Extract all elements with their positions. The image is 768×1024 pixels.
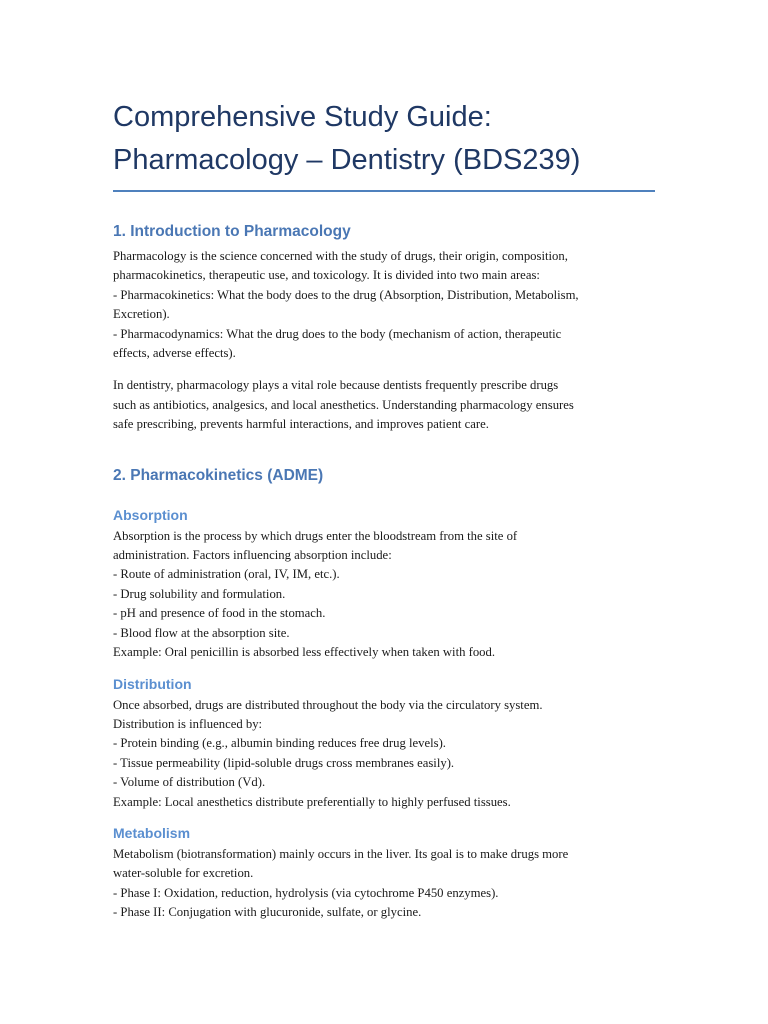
document-title — [113, 96, 655, 182]
text-line: Distribution is influenced by: — [113, 716, 263, 731]
list-item: - pH and presence of food in the stomach. — [113, 606, 326, 621]
text-line: Pharmacology is the science concerned with the study of drugs, their origin, composition, — [113, 249, 568, 263]
list-item: - Tissue permeability (lipid-soluble drugs cross membranes easily). — [113, 755, 455, 770]
document-page — [113, 96, 655, 923]
text-line: Absorption is the process by which drugs enter the bloodstream from the site of — [113, 528, 518, 543]
text-line: Once absorbed, drugs are distributed throughout the body via the circulatory system. — [113, 697, 543, 712]
subheading-distribution: Distribution — [113, 675, 192, 692]
list-item: - Phase II: Conjugation with glucuronide, sulfate, or glycine. — [113, 905, 422, 920]
metabolism-paragraph — [113, 845, 655, 923]
text-line: safe prescribing, prevents harmful interactions, and improves patient care. — [113, 417, 489, 432]
distribution-paragraph — [113, 696, 655, 812]
example-line: Example: Oral penicillin is absorbed less effectively when taken with food. — [113, 645, 496, 660]
list-item: - Route of administration (oral, IV, IM, etc.). — [113, 567, 340, 582]
text-line: administration. Factors influencing absorption include: — [113, 548, 392, 563]
text-line: effects, adverse effects). — [113, 346, 236, 361]
title-line-2: Pharmacology – Dentistry (BDS239) — [113, 144, 581, 176]
text-line: Excretion). — [113, 307, 170, 322]
text-line: Metabolism (biotransformation) mainly occurs in the liver. Its goal is to make drugs more — [113, 846, 569, 861]
section-heading-introduction: 1. Introduction to Pharmacology — [113, 223, 351, 240]
example-line: Example: Local anesthetics distribute preferentially to highly perfused tissues. — [113, 794, 511, 809]
absorption-paragraph — [113, 527, 655, 663]
title-line-1: Comprehensive Study Guide: — [113, 101, 492, 133]
text-line: In dentistry, pharmacology plays a vital role because dentists frequently prescribe drugs — [113, 378, 559, 393]
text-line: - Pharmacodynamics: What the drug does to the body (mechanism of action, therapeutic — [113, 326, 562, 341]
title-divider — [113, 190, 655, 192]
intro-paragraph-2 — [113, 376, 655, 434]
list-item: - Phase I: Oxidation, reduction, hydrolysis (via cytochrome P450 enzymes). — [113, 885, 499, 900]
text-line: such as antibiotics, analgesics, and local anesthetics. Understanding pharmacology ensures — [113, 397, 574, 412]
list-item: - Blood flow at the absorption site. — [113, 625, 290, 640]
list-item: - Drug solubility and formulation. — [113, 586, 286, 601]
list-item: - Volume of distribution (Vd). — [113, 775, 266, 790]
subheading-absorption: Absorption — [113, 506, 188, 523]
list-item: - Protein binding (e.g., albumin binding reduces free drug levels). — [113, 736, 446, 751]
section-heading-pharmacokinetics: 2. Pharmacokinetics (ADME) — [113, 466, 324, 484]
subheading-metabolism: Metabolism — [113, 824, 191, 841]
intro-paragraph-1 — [113, 247, 655, 363]
text-line: pharmacokinetics, therapeutic use, and toxicology. It is divided into two main areas: — [113, 268, 540, 283]
text-line: water-soluble for excretion. — [113, 866, 254, 881]
text-line: - Pharmacokinetics: What the body does to the drug (Absorption, Distribution, Metabolism, — [113, 287, 579, 302]
